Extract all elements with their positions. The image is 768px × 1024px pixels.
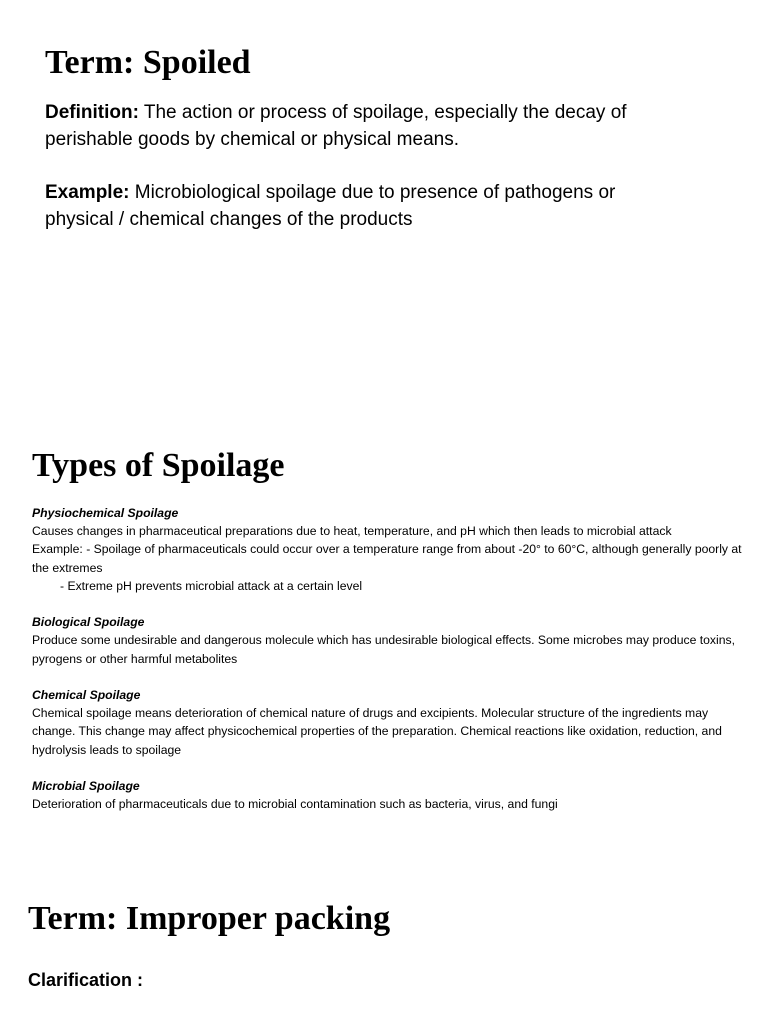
spoilage-type-description: Chemical spoilage means deterioration of chemical nature of drugs and excipients. Molecular structure of the ingredients may change. This change may affect physicochemical properties of the preparation. Chemical reactions like oxidation, reduction, and hydrolysis leads to spoilage	[32, 706, 722, 757]
clarification-label: Clarification :	[28, 970, 144, 990]
definition-label: Definition:	[45, 102, 139, 123]
spoilage-type-description: Causes changes in pharmaceutical preparations due to heat, temperature, and pH which then leads to microbial attack	[32, 524, 672, 539]
spoilage-type-microbial	[32, 777, 742, 813]
spoilage-type-chemical	[32, 686, 742, 759]
spoilage-type-example: Example: - Spoilage of pharmaceuticals could occur over a temperature range from about -20° to 60°C, although generally poorly at the extremes	[32, 542, 742, 575]
spoilage-type-heading: Biological Spoilage	[32, 615, 145, 630]
spoilage-type-description: Deterioration of pharmaceuticals due to microbial contamination such as bacteria, virus, and fungi	[32, 797, 558, 812]
example-label: Example:	[45, 182, 130, 203]
term-improper-packing-title: Term: Improper packing	[28, 900, 391, 937]
term-spoiled-title: Term: Spoiled	[45, 44, 251, 81]
definition-text: The action or process of spoilage, especially the decay of perishable goods by chemical or physical means.	[45, 102, 627, 150]
example-paragraph	[45, 179, 655, 233]
spoilage-type-heading: Microbial Spoilage	[32, 779, 140, 793]
types-of-spoilage-title: Types of Spoilage	[32, 447, 285, 484]
example-text: Microbiological spoilage due to presence of pathogens or physical / chemical changes of the products	[45, 182, 616, 230]
spoilage-type-biological	[32, 613, 742, 668]
definition-paragraph	[45, 99, 655, 153]
spoilage-type-heading: Physiochemical Spoilage	[32, 506, 179, 520]
spoilage-types-list	[32, 504, 742, 832]
spoilage-type-heading: Chemical Spoilage	[32, 688, 141, 702]
spoilage-type-description: Produce some undesirable and dangerous molecule which has undesirable biological effects. Some microbes may produce toxins, pyrogens or other harmful metabolites	[32, 633, 735, 666]
spoilage-type-indented-note: - Extreme pH prevents microbial attack at a certain level	[60, 578, 363, 593]
spoilage-type-physiochemical	[32, 504, 742, 595]
